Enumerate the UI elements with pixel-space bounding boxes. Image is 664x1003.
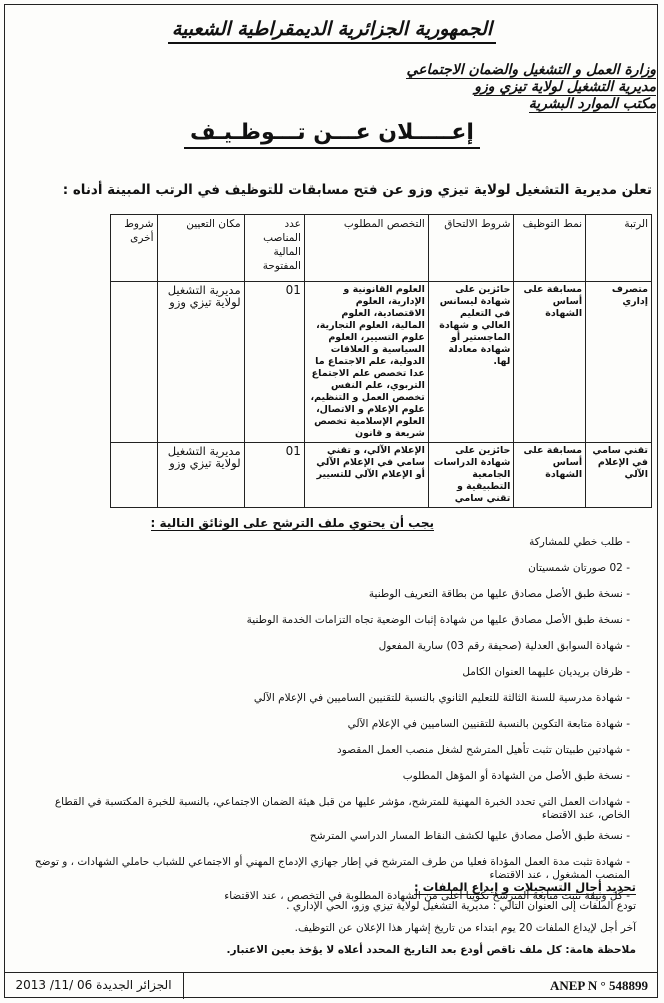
col-other: شروط أخرى	[111, 215, 158, 282]
cell-count: 01	[244, 282, 304, 443]
list-item: - 02 صورتان شمسيتان	[30, 558, 630, 584]
list-item: - نسخة طبق الأصل مصادق عليها من شهادة إثبات الوضعية تجاه التزامات الخدمة الوطنية	[30, 610, 630, 636]
cell-place: مديرية التشغيل لولاية تيزي وزو	[157, 443, 244, 508]
documents-title: يجب أن يحتوي ملف الترشح على الوثائق التالية :	[150, 516, 434, 530]
jobs-table	[110, 214, 652, 508]
deadline-title: تحديد أجال التسجيلات و إيداع الملفات :	[414, 880, 636, 894]
cell-mode: مسابقة على أساس الشهادة	[514, 282, 586, 443]
deadline-address: تودع الملفات إلى العنوان التالي : مديرية التشغيل لولاية تيزي وزو، الحي الإداري .	[286, 900, 636, 912]
announcement-title: إعـــــلان عـــن تـــوظـيـف	[0, 120, 664, 145]
col-mode: نمط التوظيف	[514, 215, 586, 282]
list-item: - شهادة تثبت مدة العمل المؤداة فعليا من طرف المترشح في إطار جهازي الإدماج المهني أو الاجتماعي للشباب حاملي الشهادات ، و توضح المنصب المشغول ، عند الاقتضاء	[30, 852, 630, 886]
cell-other	[111, 443, 158, 508]
newspaper-date: الجزائر الجديدة 06 /11/ 2013	[4, 973, 184, 999]
deadline-note: ملاحظة هامة: كل ملف ناقص أودع بعد التاريخ المحدد أعلاه لا يؤخذ بعين الاعتبار.	[226, 944, 636, 956]
col-conditions: شروط الالتحاق	[428, 215, 514, 282]
table-header-row	[111, 215, 652, 282]
list-item: - نسخة طبق الأصل من الشهادة أو المؤهل المطلوب	[30, 766, 630, 792]
list-item: - شهادات العمل التي تحدد الخبرة المهنية للمترشح، مؤشر عليها من قبل هيئة الضمان الاجتماعي، بالنسبة للخبرة المكتسبة في القطاع الخاص، عند الاقتضاء	[30, 792, 630, 826]
list-item: - كل وثيقة تثبت متابعة المترشح تكوينا أعلى من الشهادة المطلوبة في التخصص ، عند الاقتضاء	[30, 886, 630, 912]
cell-rank: تقني سامي في الإعلام الآلي	[586, 443, 652, 508]
cell-other	[111, 282, 158, 443]
directorate-name: مديرية التشغيل لولاية تيزي وزو	[474, 79, 656, 95]
cell-rank: متصرف إداري	[586, 282, 652, 443]
deadline-period: آخر أجل لإيداع الملفات 20 يوم ابتداء من تاريخ إشهار هذا الإعلان عن التوظيف.	[294, 922, 636, 934]
ministry-name: وزارة العمل و التشغيل والضمان الاجتماعي	[406, 62, 656, 78]
republic-header: الجمهورية الجزائرية الديمقراطية الشعبية	[0, 18, 664, 40]
list-item: - طلب خطي للمشاركة	[30, 532, 630, 558]
col-specialty: التخصص المطلوب	[304, 215, 428, 282]
documents-list	[30, 532, 630, 912]
col-count: عدد المناصب المالية المفتوحة	[244, 215, 304, 282]
cell-specialty: العلوم القانونية و الإدارية، العلوم الاقتصادية، العلوم المالية، العلوم التجارية، علوم التسيير، العلوم السياسية و العلاقات الدولية، علم الاجتماع ما عدا تخصص علم الاجتماع التربوي، علم النفس تخصص العمل و التنظيم، علوم الإعلام و الاتصال، العلوم الإسلامية تخصص شريعة و قانون	[304, 282, 428, 443]
ministry-block	[256, 62, 656, 113]
list-item: - ظرفان بريديان عليهما العنوان الكامل	[30, 662, 630, 688]
table-row	[111, 443, 652, 508]
list-item: - نسخة طبق الأصل مصادق عليها لكشف النقاط المسار الدراسي المترشح	[30, 826, 630, 852]
cell-place: مديرية التشغيل لولاية تيزي وزو	[157, 282, 244, 443]
intro-text: تعلن مديرية التشغيل لولاية تيزي وزو عن فتح مسابقات للتوظيف في الرتب المبينة أدناه :	[62, 182, 652, 198]
cell-mode: مسابقة على أساس الشهادة	[514, 443, 586, 508]
anep-number: ANEP N ° 548899	[549, 978, 648, 993]
cell-conditions: حائزين على شهادة الدراسات الجامعية التطبيقية و تقني سامي	[428, 443, 514, 508]
col-rank: الرتبة	[586, 215, 652, 282]
list-item: - شهادتين طبيتان تثبت تأهيل المترشح لشغل منصب العمل المقصود	[30, 740, 630, 766]
list-item: - نسخة طبق الأصل مصادق عليها من بطاقة التعريف الوطنية	[30, 584, 630, 610]
list-item: - شهادة السوابق العدلية (صحيفة رقم 03) سارية المفعول	[30, 636, 630, 662]
list-item: - شهادة مدرسية للسنة الثالثة للتعليم الثانوي بالنسبة للتقنيين الساميين في الإعلام الآلي	[30, 688, 630, 714]
col-place: مكان التعيين	[157, 215, 244, 282]
office-name: مكتب الموارد البشرية	[528, 96, 656, 112]
cell-count: 01	[244, 443, 304, 508]
cell-specialty: الإعلام الآلي، و تقني سامي في الإعلام الآلي أو الإعلام الآلي للتسيير	[304, 443, 428, 508]
table-row	[111, 282, 652, 443]
cell-conditions: حائزين على شهادة ليسانس في التعليم العالي و شهادة الماجستير أو شهادة معادلة لها.	[428, 282, 514, 443]
list-item: - شهادة متابعة التكوين بالنسبة للتقنيين الساميين في الإعلام الآلي	[30, 714, 630, 740]
footer-bar	[4, 972, 658, 998]
